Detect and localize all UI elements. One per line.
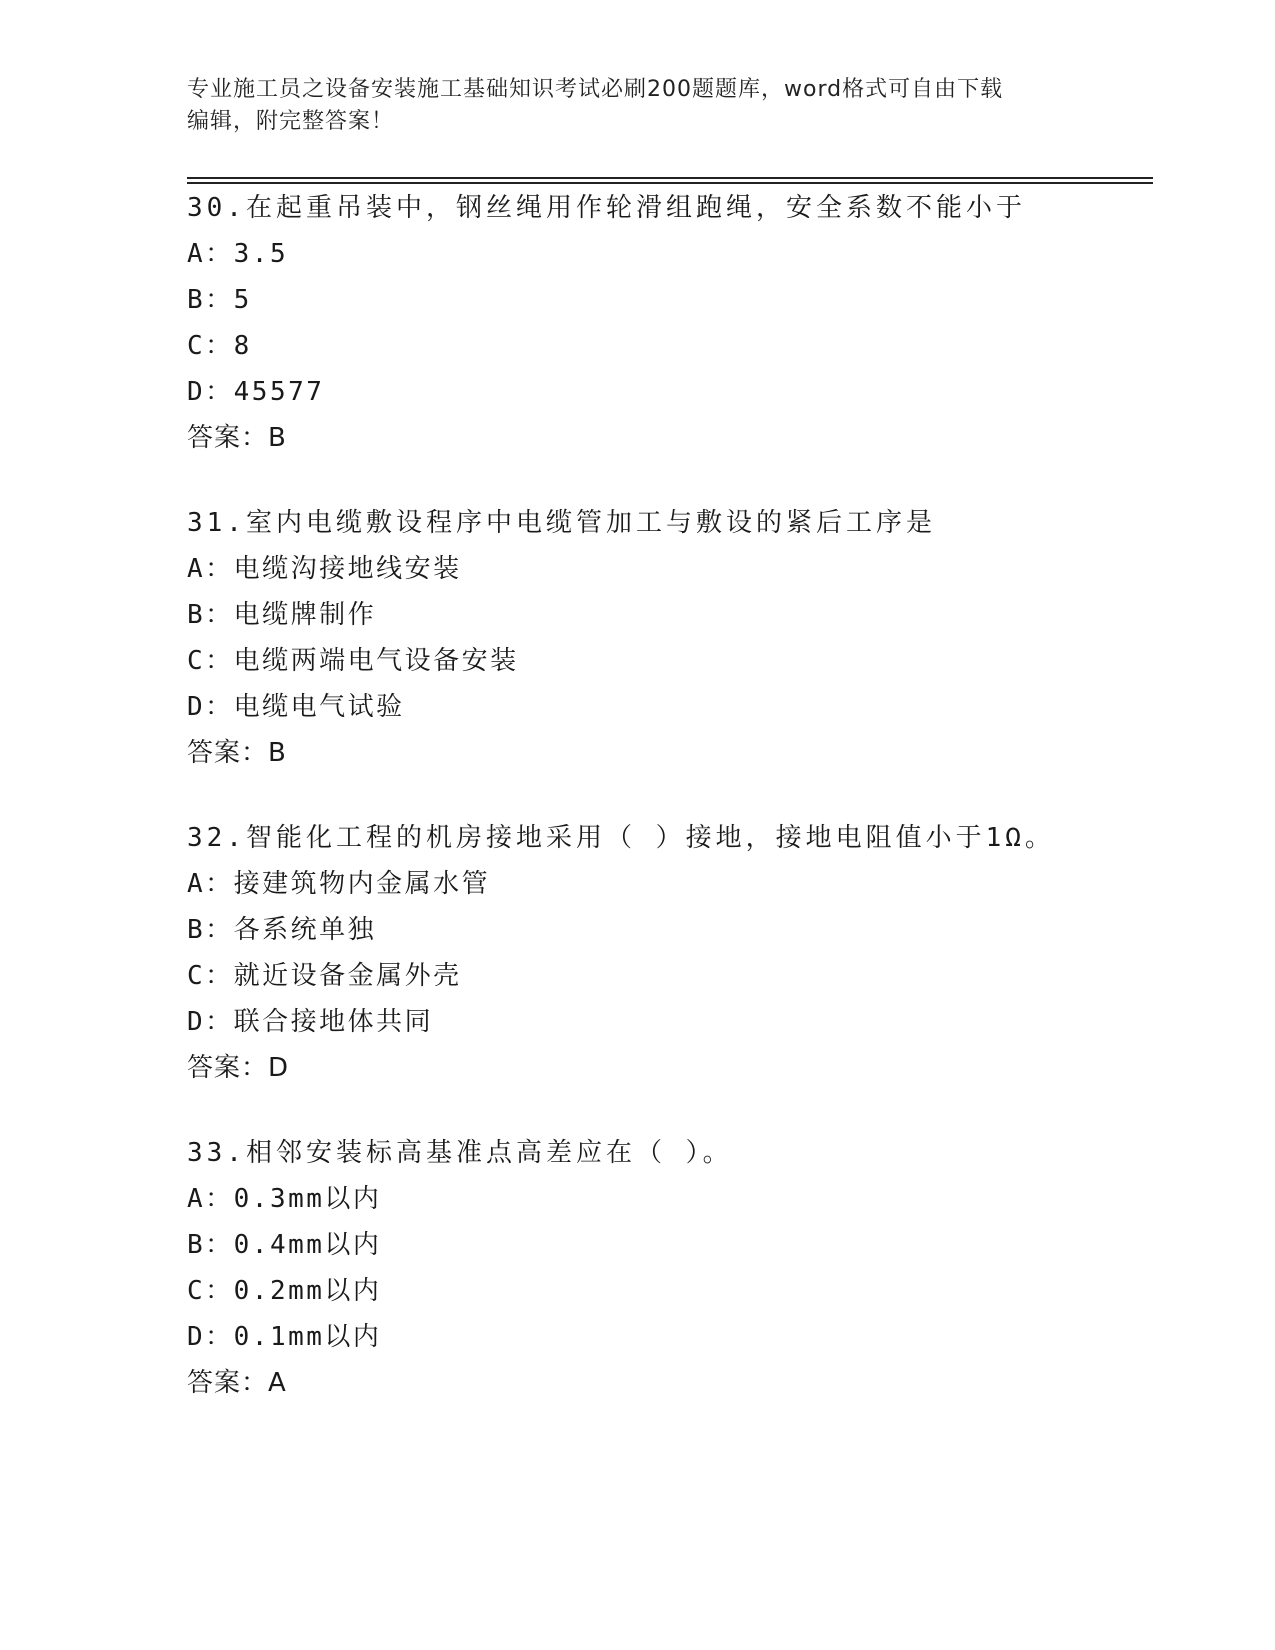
option-d: D：联合接地体共同 [187,1007,434,1037]
option-b: B：各系统单独 [187,915,377,945]
header-title-line-1: 专业施工员之设备安装施工基础知识考试必刷200题题库，word格式可自由下载 [187,77,1004,102]
question-block [187,1130,1153,1406]
header-divider-top [187,177,1153,179]
option-b: B：0.4mm以内 [187,1230,382,1260]
question-stem: 31.室内电缆敷设程序中电缆管加工与敷设的紧后工序是 [187,508,936,538]
option-a: A：0.3mm以内 [187,1184,382,1214]
header-divider-bottom [187,182,1153,184]
document-header [187,74,1087,138]
option-c: C：0.2mm以内 [187,1276,382,1306]
answer-line: 答案：B [187,738,287,768]
option-c: C：就近设备金属外壳 [187,961,462,991]
answer-line: 答案：A [187,1368,287,1398]
question-stem: 32.智能化工程的机房接地采用（ ）接地，接地电阻值小于1Ω。 [187,823,1055,853]
option-c: C：8 [187,331,252,361]
header-title-line-2: 编辑，附完整答案！ [187,109,395,134]
option-d: D：0.1mm以内 [187,1322,382,1352]
option-d: D：电缆电气试验 [187,692,405,722]
option-a: A：接建筑物内金属水管 [187,869,491,899]
question-block [187,815,1153,1091]
option-d: D：45577 [187,377,325,407]
answer-line: 答案：B [187,423,287,453]
answer-line: 答案：D [187,1053,290,1083]
option-b: B：5 [187,285,252,315]
question-stem: 33.相邻安装标高基准点高差应在（ ）。 [187,1138,733,1168]
option-a: A：3.5 [187,239,289,269]
question-block [187,185,1153,461]
question-stem: 30.在起重吊装中，钢丝绳用作轮滑组跑绳，安全系数不能小于 [187,193,1026,223]
question-block [187,500,1153,776]
option-a: A：电缆沟接地线安装 [187,554,462,584]
option-c: C：电缆两端电气设备安装 [187,646,519,676]
option-b: B：电缆牌制作 [187,600,377,630]
